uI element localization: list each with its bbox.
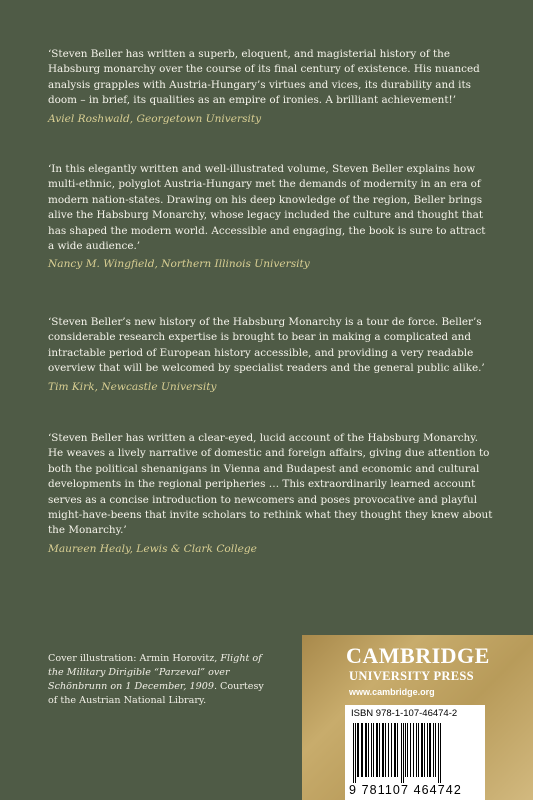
review-attribution: Nancy M. Wingfield, Northern Illinois University xyxy=(48,258,310,271)
barcode xyxy=(345,705,485,800)
credit-artwork-title: Flight of the Military Dirigible “Parzeval” over Schönbrunn on 1 December, 1909 xyxy=(48,653,262,692)
publisher-subtitle: UNIVERSITY PRESS xyxy=(349,669,474,683)
review-4 xyxy=(48,431,494,556)
credit-suffix: . Courtesy of the Austrian National Library. xyxy=(48,681,264,706)
review-quote: ‘Steven Beller has written a clear-eyed, lucid account of the Habsburg Monarchy. He weaves a lively narrative of domestic and foreign affairs, giving due attention to both the political shenanigans in Vienna and Budapest and economic and cultural developments in the regional peripheries … This extraordinarily learned account serves as a concise introduction to newcomers and poses provocative and playful might-have-beens that invite scholars to rethink what they thought they knew about the Monarchy.’ xyxy=(48,432,493,537)
review-quote: ‘Steven Beller’s new history of the Habsburg Monarchy is a tour de force. Beller’s considerable research expertise is brought to bear in making a complicated and intractable period of European history accessible, and providing a very readable overview that will be welcomed by specialist readers and the general public alike.’ xyxy=(48,316,485,375)
barcode-digits: 9 781107 464742 xyxy=(349,783,462,797)
credit-prefix: Cover illustration: Armin Horovitz, xyxy=(48,653,221,664)
review-attribution: Aviel Roshwald, Georgetown University xyxy=(48,112,262,125)
review-1 xyxy=(48,47,494,126)
barcode-bars xyxy=(351,723,479,783)
review-quote: ‘Steven Beller has written a superb, eloquent, and magisterial history of the Habsburg monarchy over the course of its final century of existence. His nuanced analysis grapples with Austria-Hungary’s virtues and vices, its durability and its doom – in brief, its qualities as an empire of ironies. A brilliant achievement!’ xyxy=(48,48,480,107)
review-3 xyxy=(48,315,494,394)
isbn-label: ISBN 978-1-107-46474-2 xyxy=(351,708,458,719)
publisher-name: CAMBRIDGE xyxy=(346,643,490,668)
cover-illustration-credit xyxy=(48,652,276,708)
publisher-panel xyxy=(302,635,533,800)
review-quote: ‘In this elegantly written and well-illustrated volume, Steven Beller explains how multi-ethnic, polyglot Austria-Hungary met the demands of modernity in an era of modern nation-states. Drawing on his deep knowledge of the region, Beller brings alive the Habsburg Monarchy, whose legacy included the culture and thought that has shaped the modern world. Accessible and engaging, the book is sure to attract a wide audience.’ xyxy=(48,163,486,253)
review-attribution: Maureen Healy, Lewis & Clark College xyxy=(48,542,257,555)
review-attribution: Tim Kirk, Newcastle University xyxy=(48,380,217,393)
review-2 xyxy=(48,162,494,271)
publisher-url: www.cambridge.org xyxy=(349,687,435,697)
